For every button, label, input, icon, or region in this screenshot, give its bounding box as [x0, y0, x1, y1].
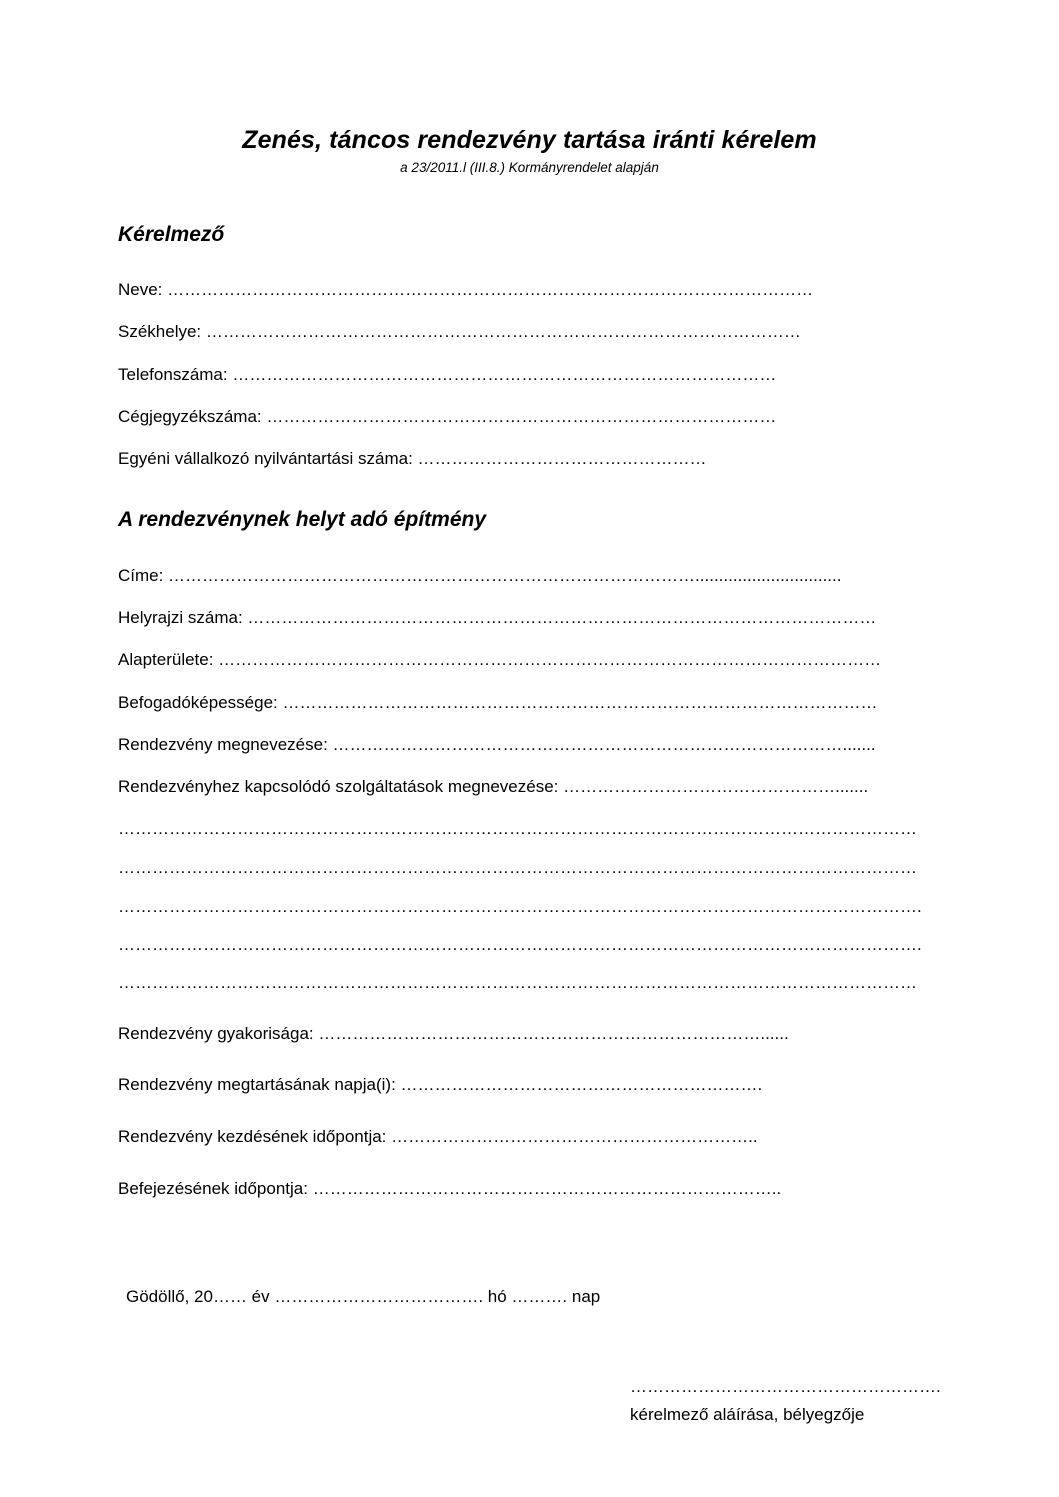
- applicant-seat-field: Székhelye: ……………………………………………………………………………………………: [118, 322, 801, 341]
- event-name-field: Rendezvény megnevezése: ……………………………………………………………………………….......: [118, 735, 876, 754]
- signature-label: kérelmező aláírása, bélyegzője: [630, 1405, 865, 1424]
- event-services-line-1: ……………………………………………………………………………………………………………………………: [118, 819, 917, 838]
- event-days-field: Rendezvény megtartásának napja(i): ……………………………………………………….: [118, 1075, 763, 1094]
- form-subtitle: a 23/2011.l (III.8.) Kormányrendelet alapján: [400, 160, 659, 175]
- event-frequency-field: Rendezvény gyakorisága: ……………………………………………………………………......: [118, 1024, 789, 1043]
- event-services-field: Rendezvényhez kapcsolódó szolgáltatások megnevezése: ………………………………………….......: [118, 777, 869, 796]
- venue-heading: A rendezvénynek helyt adó építmény: [118, 508, 487, 531]
- applicant-company-reg-field: Cégjegyzékszáma: ………………………………………………………………………………: [118, 407, 777, 426]
- signature-line: ……………………………………………….: [630, 1377, 941, 1396]
- event-services-line-5: ……………………………………………………………………………………………………………………………: [118, 973, 917, 992]
- applicant-phone-field: Telefonszáma: ……………………………………………………………………………………: [118, 365, 777, 384]
- event-services-line-4: …………………………………………………………………………………………………………………………….: [118, 935, 922, 954]
- date-place-line: Gödöllő, 20…… év ………………………………. hó ………. nap: [126, 1287, 601, 1306]
- venue-area-field: Alapterülete: ………………………………………………………………………………………………………: [118, 650, 882, 669]
- event-end-time-field: Befejezésének időpontja: ………………………………………………………………………..: [118, 1179, 782, 1198]
- event-services-line-3: …………………………………………………………………………………………………………………………….: [118, 897, 922, 916]
- form-title: Zenés, táncos rendezvény tartása iránti kérelem: [242, 126, 817, 154]
- event-services-line-2: ……………………………………………………………………………………………………………………………: [118, 858, 917, 877]
- event-start-time-field: Rendezvény kezdésének időpontja: ………………………………………………………..: [118, 1127, 758, 1146]
- applicant-heading: Kérelmező: [118, 223, 225, 246]
- venue-parcel-field: Helyrajzi száma: …………………………………………………………………………………………………: [118, 608, 877, 627]
- venue-capacity-field: Befogadóképessége: ……………………………………………………………………………………………: [118, 693, 878, 712]
- applicant-sole-trader-reg-field: Egyéni vállalkozó nyilvántartási száma: ……………………………………………: [118, 449, 707, 468]
- applicant-name-field: Neve: ……………………………………………………………………………………………………: [118, 280, 814, 299]
- venue-address-field: Címe: …………………………………………………………………………………...............................: [118, 566, 842, 585]
